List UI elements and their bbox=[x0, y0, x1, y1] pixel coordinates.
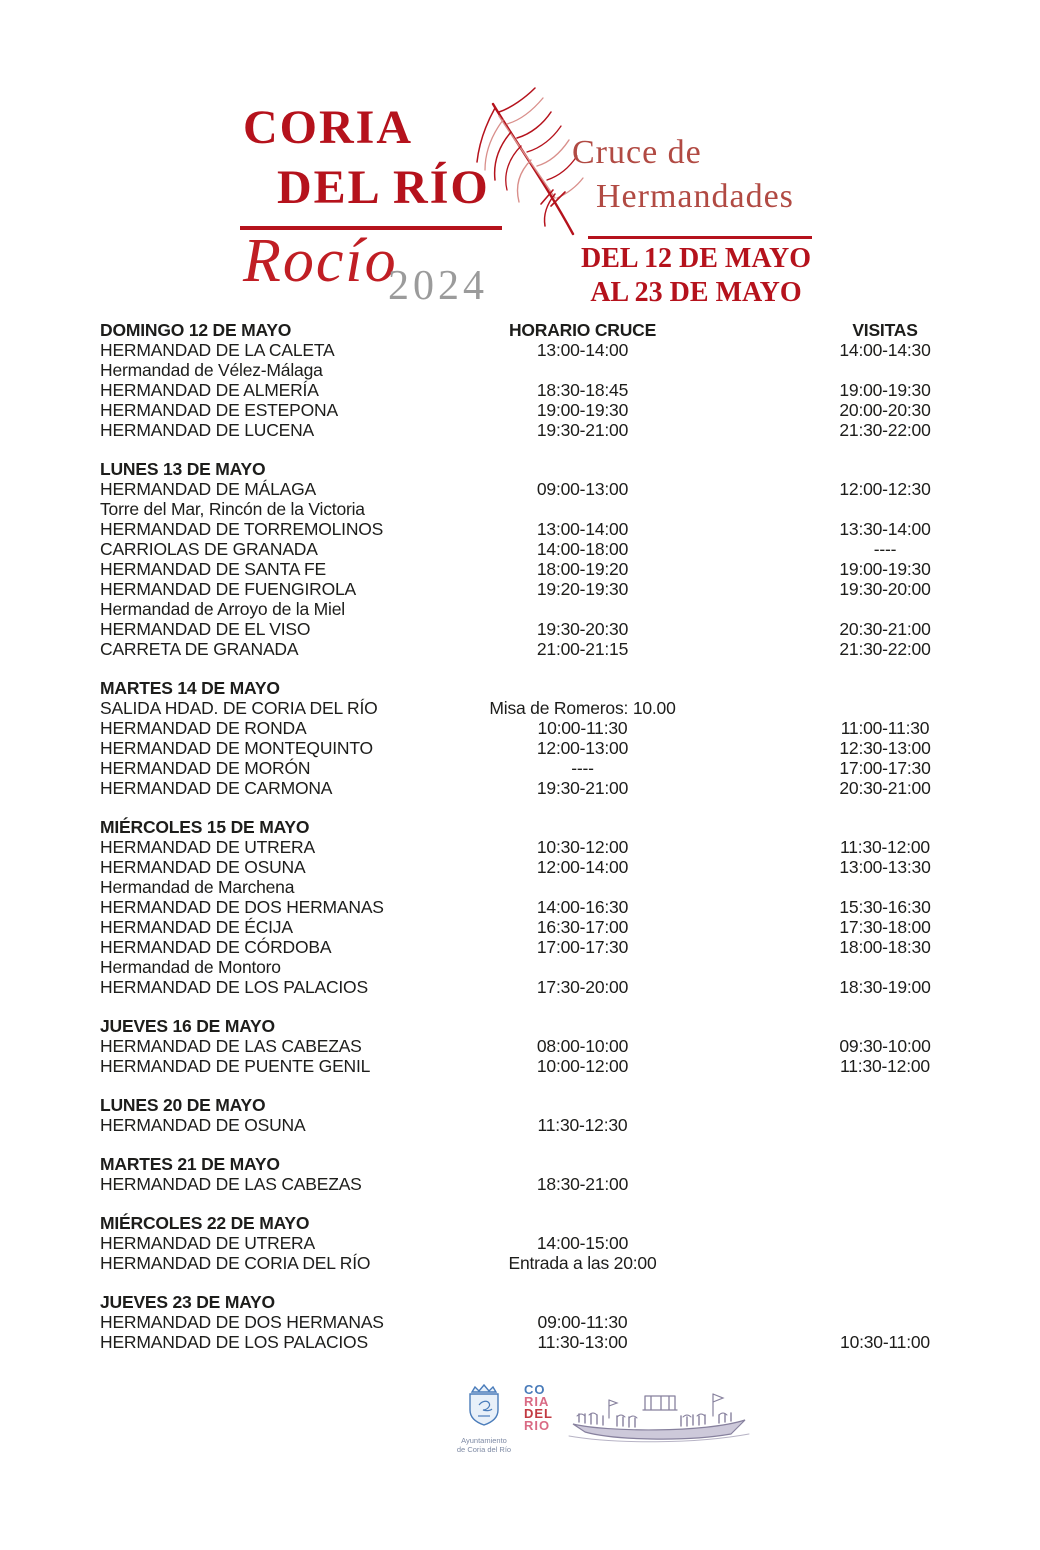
cruce-time: 17:00-17:30 bbox=[536, 937, 629, 957]
column-spacer bbox=[725, 758, 825, 778]
hermandad-name: HERMANDAD DE LUCENA bbox=[100, 420, 315, 440]
cruce-time bbox=[440, 599, 725, 619]
schedule-row bbox=[100, 420, 945, 440]
origin-note: Hermandad de Arroyo de la Miel bbox=[100, 599, 345, 619]
schedule-row bbox=[100, 539, 945, 559]
hermandad-name: HERMANDAD DE DOS HERMANAS bbox=[100, 897, 384, 917]
hermandad-name: HERMANDAD DE RONDA bbox=[100, 718, 307, 738]
day-header-row bbox=[100, 817, 945, 837]
hermandad-name: HERMANDAD DE LOS PALACIOS bbox=[100, 977, 368, 997]
wordmark-line3: DEL bbox=[524, 1406, 553, 1421]
cruce-time: 16:30-17:00 bbox=[536, 917, 629, 937]
column-header-cruce bbox=[440, 1213, 725, 1233]
column-spacer bbox=[725, 937, 825, 957]
schedule-row bbox=[100, 857, 945, 877]
day-header-row bbox=[100, 459, 945, 479]
council-caption bbox=[456, 1436, 512, 1454]
day-header: MARTES 21 DE MAYO bbox=[100, 1154, 280, 1174]
column-header-visitas bbox=[825, 817, 945, 837]
visitas-time: 19:00-19:30 bbox=[839, 559, 931, 579]
column-spacer bbox=[725, 459, 825, 479]
schedule-row bbox=[100, 937, 945, 957]
column-header-visitas bbox=[825, 1213, 945, 1233]
hermandad-name: HERMANDAD DE UTRERA bbox=[100, 837, 315, 857]
column-spacer bbox=[725, 320, 825, 340]
column-spacer bbox=[725, 1312, 825, 1332]
visitas-time bbox=[825, 1253, 945, 1273]
hermandad-name: HERMANDAD DE MORÓN bbox=[100, 758, 311, 778]
schedule-row bbox=[100, 1036, 945, 1056]
schedule-row bbox=[100, 360, 945, 380]
column-spacer bbox=[725, 698, 825, 718]
column-spacer bbox=[725, 738, 825, 758]
hermandad-name: HERMANDAD DE LA CALETA bbox=[100, 340, 335, 360]
schedule-row bbox=[100, 559, 945, 579]
visitas-time: 20:30-21:00 bbox=[839, 619, 931, 639]
hermandad-name: HERMANDAD DE LAS CABEZAS bbox=[100, 1174, 362, 1194]
wordmark-line1: CO bbox=[524, 1382, 546, 1397]
column-spacer bbox=[725, 479, 825, 499]
council-caption-line2: de Coria del Río bbox=[456, 1445, 512, 1454]
visitas-time bbox=[825, 1312, 945, 1332]
column-spacer bbox=[725, 817, 825, 837]
schedule-row bbox=[100, 1332, 945, 1352]
column-spacer bbox=[725, 420, 825, 440]
visitas-time: ---- bbox=[873, 539, 897, 559]
hermandad-name: HERMANDAD DE FUENGIROLA bbox=[100, 579, 356, 599]
visitas-time: 21:30-22:00 bbox=[839, 420, 931, 440]
column-header-visitas bbox=[825, 678, 945, 698]
hermandad-name: HERMANDAD DE MÁLAGA bbox=[100, 479, 316, 499]
day-header: MIÉRCOLES 22 DE MAYO bbox=[100, 1213, 310, 1233]
hermandad-name: HERMANDAD DE LAS CABEZAS bbox=[100, 1036, 362, 1056]
cruce-time: ---- bbox=[571, 758, 594, 778]
hermandad-name: CARRETA DE GRANADA bbox=[100, 639, 299, 659]
column-header-visitas bbox=[825, 1154, 945, 1174]
schedule-row bbox=[100, 619, 945, 639]
column-header-cruce bbox=[440, 678, 725, 698]
boat-sketch bbox=[565, 1386, 753, 1451]
cruce-time: 09:00-11:30 bbox=[537, 1312, 628, 1332]
schedule-row bbox=[100, 1233, 945, 1253]
day-header: DOMINGO 12 DE MAYO bbox=[100, 320, 292, 340]
column-header-cruce bbox=[440, 1154, 725, 1174]
cruce-time: 14:00-16:30 bbox=[536, 897, 629, 917]
column-spacer bbox=[725, 718, 825, 738]
day-header: MIÉRCOLES 15 DE MAYO bbox=[100, 817, 310, 837]
cruce-time: 18:00-19:20 bbox=[536, 559, 629, 579]
cruce-time: Misa de Romeros: 10.00 bbox=[489, 698, 676, 718]
cruce-time: 11:30-13:00 bbox=[537, 1332, 628, 1352]
event-title-line2: Hermandades bbox=[596, 178, 794, 215]
column-spacer bbox=[725, 957, 825, 977]
schedule-section bbox=[100, 1016, 945, 1076]
column-spacer bbox=[725, 1016, 825, 1036]
origin-note: Hermandad de Montoro bbox=[100, 957, 281, 977]
visitas-time: 11:30-12:00 bbox=[840, 1056, 930, 1076]
visitas-time: 19:30-20:00 bbox=[839, 579, 931, 599]
schedule-row bbox=[100, 698, 945, 718]
cruce-time: 18:30-21:00 bbox=[536, 1174, 629, 1194]
event-dates-line1: DEL 12 DE MAYO bbox=[580, 243, 811, 274]
cruce-time: 19:30-21:00 bbox=[536, 778, 629, 798]
visitas-time: 19:00-19:30 bbox=[839, 380, 931, 400]
column-header-visitas bbox=[825, 1292, 945, 1312]
visitas-time bbox=[825, 877, 945, 897]
day-header-row bbox=[100, 1016, 945, 1036]
column-header-visitas: VISITAS bbox=[852, 320, 918, 340]
column-spacer bbox=[725, 897, 825, 917]
visitas-time: 10:30-11:00 bbox=[840, 1332, 930, 1352]
day-header: LUNES 20 DE MAYO bbox=[100, 1095, 266, 1115]
origin-note: Hermandad de Marchena bbox=[100, 877, 295, 897]
cruce-time: 13:00-14:00 bbox=[536, 340, 629, 360]
schedule-section bbox=[100, 1095, 945, 1135]
visitas-time: 18:00-18:30 bbox=[839, 937, 931, 957]
column-header-visitas bbox=[825, 1016, 945, 1036]
column-spacer bbox=[725, 1253, 825, 1273]
schedule-row bbox=[100, 1253, 945, 1273]
column-spacer bbox=[725, 1115, 825, 1135]
column-header-cruce bbox=[440, 459, 725, 479]
visitas-time: 12:00-12:30 bbox=[839, 479, 931, 499]
event-title-line1: Cruce de bbox=[572, 134, 702, 171]
hermandad-name: HERMANDAD DE ALMERÍA bbox=[100, 380, 319, 400]
column-spacer bbox=[725, 1213, 825, 1233]
visitas-time: 13:30-14:00 bbox=[839, 519, 931, 539]
day-header-row bbox=[100, 320, 945, 340]
day-header: JUEVES 23 DE MAYO bbox=[100, 1292, 275, 1312]
column-spacer bbox=[725, 1233, 825, 1253]
hermandad-name: HERMANDAD DE OSUNA bbox=[100, 1115, 306, 1135]
schedule-row bbox=[100, 1312, 945, 1332]
visitas-time: 14:00-14:30 bbox=[839, 340, 931, 360]
schedule-row bbox=[100, 639, 945, 659]
schedule-section bbox=[100, 320, 945, 440]
hermandad-name: HERMANDAD DE LOS PALACIOS bbox=[100, 1332, 368, 1352]
column-spacer bbox=[725, 778, 825, 798]
visitas-time bbox=[825, 499, 945, 519]
hermandad-name: HERMANDAD DE SANTA FE bbox=[100, 559, 326, 579]
visitas-time bbox=[825, 599, 945, 619]
column-spacer bbox=[725, 599, 825, 619]
footer-logos bbox=[456, 1383, 753, 1454]
schedule-section bbox=[100, 678, 945, 798]
cruce-time: 14:00-15:00 bbox=[536, 1233, 629, 1253]
visitas-time bbox=[825, 360, 945, 380]
schedule-row bbox=[100, 599, 945, 619]
column-spacer bbox=[725, 519, 825, 539]
hermandad-name: HERMANDAD DE PUENTE GENIL bbox=[100, 1056, 371, 1076]
hermandad-name: HERMANDAD DE ÉCIJA bbox=[100, 917, 293, 937]
cruce-time: 10:30-12:00 bbox=[536, 837, 629, 857]
hermandad-name: HERMANDAD DE TORREMOLINOS bbox=[100, 519, 384, 539]
column-spacer bbox=[725, 1292, 825, 1312]
event-dates-line2: AL 23 DE MAYO bbox=[590, 277, 802, 308]
column-header-visitas bbox=[825, 459, 945, 479]
schedule-row bbox=[100, 977, 945, 997]
cruce-time bbox=[440, 499, 725, 519]
hermandad-name: HERMANDAD DE CARMONA bbox=[100, 778, 333, 798]
cruce-time: 10:00-11:30 bbox=[537, 718, 628, 738]
event-underline bbox=[588, 236, 812, 239]
column-header-cruce bbox=[440, 1016, 725, 1036]
day-header-row bbox=[100, 1213, 945, 1233]
year-label: 2024 bbox=[388, 263, 488, 309]
council-crest-icon bbox=[465, 1383, 503, 1429]
page-title-line1: CORIA bbox=[243, 101, 414, 154]
schedule-row bbox=[100, 877, 945, 897]
visitas-time bbox=[825, 1174, 945, 1194]
schedule-section bbox=[100, 1154, 945, 1194]
page-title-line2: DEL RÍO bbox=[277, 161, 490, 214]
visitas-time: 13:00-13:30 bbox=[839, 857, 931, 877]
column-header-cruce bbox=[440, 1095, 725, 1115]
schedule-row bbox=[100, 579, 945, 599]
origin-note: Hermandad de Vélez-Málaga bbox=[100, 360, 323, 380]
cruce-time bbox=[440, 957, 725, 977]
column-spacer bbox=[725, 977, 825, 997]
schedule-row bbox=[100, 519, 945, 539]
schedule-section bbox=[100, 1292, 945, 1352]
visitas-time: 17:30-18:00 bbox=[839, 917, 931, 937]
column-spacer bbox=[725, 857, 825, 877]
column-spacer bbox=[725, 579, 825, 599]
schedule-section bbox=[100, 817, 945, 997]
visitas-time: 09:30-10:00 bbox=[839, 1036, 931, 1056]
visitas-time: 17:00-17:30 bbox=[839, 758, 931, 778]
cruce-time: 14:00-18:00 bbox=[536, 539, 629, 559]
schedule-row bbox=[100, 718, 945, 738]
hermandad-name: HERMANDAD DE MONTEQUINTO bbox=[100, 738, 373, 758]
boat-sketch-icon bbox=[565, 1386, 753, 1446]
column-header-cruce bbox=[440, 1292, 725, 1312]
column-spacer bbox=[725, 360, 825, 380]
hermandad-name: HERMANDAD DE CORIA DEL RÍO bbox=[100, 1253, 371, 1273]
day-header: MARTES 14 DE MAYO bbox=[100, 678, 280, 698]
visitas-time: 12:30-13:00 bbox=[839, 738, 931, 758]
day-header-row bbox=[100, 1095, 945, 1115]
cruce-time: 19:30-20:30 bbox=[536, 619, 629, 639]
hermandad-name: CARRIOLAS DE GRANADA bbox=[100, 539, 318, 559]
column-spacer bbox=[725, 1174, 825, 1194]
council-caption-line1: Ayuntamiento bbox=[461, 1436, 507, 1445]
day-header-row bbox=[100, 678, 945, 698]
schedule-table bbox=[100, 320, 945, 1352]
column-header-cruce: HORARIO CRUCE bbox=[508, 320, 657, 340]
schedule-row bbox=[100, 1174, 945, 1194]
column-spacer bbox=[725, 1036, 825, 1056]
schedule-row bbox=[100, 837, 945, 857]
schedule-row bbox=[100, 897, 945, 917]
schedule-row bbox=[100, 778, 945, 798]
hermandad-name: HERMANDAD DE UTRERA bbox=[100, 1233, 315, 1253]
schedule-row bbox=[100, 957, 945, 977]
day-header-row bbox=[100, 1292, 945, 1312]
cruce-time bbox=[440, 877, 725, 897]
cruce-time: 09:00-13:00 bbox=[536, 479, 629, 499]
schedule-row bbox=[100, 1115, 945, 1135]
visitas-time bbox=[825, 1115, 945, 1135]
column-spacer bbox=[725, 559, 825, 579]
day-header: JUEVES 16 DE MAYO bbox=[100, 1016, 275, 1036]
column-spacer bbox=[725, 380, 825, 400]
cruce-time: 08:00-10:00 bbox=[536, 1036, 629, 1056]
visitas-time bbox=[825, 957, 945, 977]
visitas-time bbox=[825, 1233, 945, 1253]
column-spacer bbox=[725, 639, 825, 659]
cruce-time: Entrada a las 20:00 bbox=[508, 1253, 657, 1273]
visitas-time: 18:30-19:00 bbox=[839, 977, 931, 997]
schedule-section bbox=[100, 1213, 945, 1273]
column-spacer bbox=[725, 1056, 825, 1076]
hermandad-name: HERMANDAD DE EL VISO bbox=[100, 619, 311, 639]
coria-wordmark bbox=[524, 1384, 553, 1432]
schedule-section bbox=[100, 459, 945, 659]
schedule-row bbox=[100, 400, 945, 420]
cruce-time: 19:20-19:30 bbox=[536, 579, 629, 599]
schedule-row bbox=[100, 380, 945, 400]
column-spacer bbox=[725, 1332, 825, 1352]
hermandad-name: HERMANDAD DE OSUNA bbox=[100, 857, 306, 877]
schedule-row bbox=[100, 917, 945, 937]
column-header-cruce bbox=[440, 817, 725, 837]
column-header-visitas bbox=[825, 1095, 945, 1115]
cruce-time: 21:00-21:15 bbox=[536, 639, 629, 659]
cruce-time: 17:30-20:00 bbox=[536, 977, 629, 997]
column-spacer bbox=[725, 539, 825, 559]
schedule-row bbox=[100, 499, 945, 519]
rocio-script-title: Rocío bbox=[243, 227, 398, 295]
visitas-time: 11:30-12:00 bbox=[840, 837, 930, 857]
cruce-time bbox=[440, 360, 725, 380]
cruce-time: 19:30-21:00 bbox=[536, 420, 629, 440]
schedule-row bbox=[100, 738, 945, 758]
visitas-time: 20:30-21:00 bbox=[839, 778, 931, 798]
hermandad-name: HERMANDAD DE ESTEPONA bbox=[100, 400, 338, 420]
cruce-time: 10:00-12:00 bbox=[536, 1056, 629, 1076]
day-header-row bbox=[100, 1154, 945, 1174]
day-header: LUNES 13 DE MAYO bbox=[100, 459, 266, 479]
schedule-row bbox=[100, 758, 945, 778]
hermandad-name: HERMANDAD DE CÓRDOBA bbox=[100, 937, 332, 957]
column-spacer bbox=[725, 1154, 825, 1174]
column-spacer bbox=[725, 619, 825, 639]
column-spacer bbox=[725, 499, 825, 519]
origin-note: Torre del Mar, Rincón de la Victoria bbox=[100, 499, 365, 519]
cruce-time: 11:30-12:30 bbox=[537, 1115, 628, 1135]
visitas-time: 20:00-20:30 bbox=[839, 400, 931, 420]
cruce-time: 12:00-14:00 bbox=[536, 857, 629, 877]
council-logo bbox=[456, 1383, 512, 1454]
column-spacer bbox=[725, 837, 825, 857]
cruce-time: 19:00-19:30 bbox=[536, 400, 629, 420]
column-spacer bbox=[725, 400, 825, 420]
cruce-time: 12:00-13:00 bbox=[536, 738, 629, 758]
schedule-row bbox=[100, 1056, 945, 1076]
visitas-time bbox=[825, 698, 945, 718]
visitas-time: 15:30-16:30 bbox=[839, 897, 931, 917]
column-spacer bbox=[725, 1095, 825, 1115]
wordmark-line4: RIO bbox=[524, 1418, 551, 1433]
visitas-time: 21:30-22:00 bbox=[839, 639, 931, 659]
schedule-row bbox=[100, 340, 945, 360]
column-spacer bbox=[725, 678, 825, 698]
visitas-time: 11:00-11:30 bbox=[840, 718, 930, 738]
column-spacer bbox=[725, 917, 825, 937]
cruce-time: 18:30-18:45 bbox=[536, 380, 629, 400]
hermandad-name: HERMANDAD DE DOS HERMANAS bbox=[100, 1312, 384, 1332]
wordmark-line2: RIA bbox=[524, 1394, 550, 1409]
event-dates bbox=[578, 242, 814, 310]
column-spacer bbox=[725, 877, 825, 897]
hermandad-name: SALIDA HDAD. DE CORIA DEL RÍO bbox=[100, 698, 378, 718]
column-spacer bbox=[725, 340, 825, 360]
schedule-row bbox=[100, 479, 945, 499]
cruce-time: 13:00-14:00 bbox=[536, 519, 629, 539]
